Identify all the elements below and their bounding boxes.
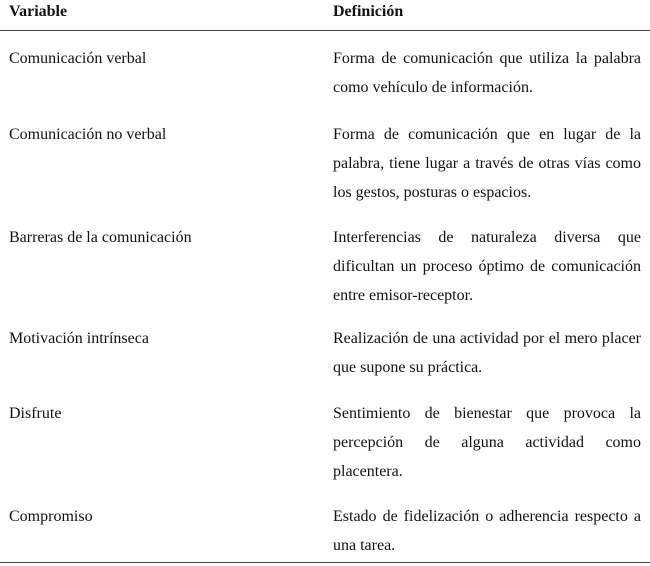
variable-cell: Comunicación verbal	[9, 50, 147, 67]
variable-cell: Compromiso	[9, 508, 93, 525]
header-variable: Variable	[9, 3, 68, 20]
variable-cell: Barreras de la comunicación	[9, 229, 192, 246]
definition-cell: Estado de fidelización o adherencia respecto a una tarea.	[333, 508, 641, 554]
definition-cell: Sentimiento de bienestar que provoca la percepción de alguna actividad como placentera.	[333, 405, 641, 480]
variable-cell: Motivación intrínseca	[9, 330, 149, 347]
definition-cell: Forma de comunicación que utiliza la palabra como vehículo de información.	[333, 50, 641, 96]
header-definition: Definición	[333, 3, 404, 20]
definition-cell: Interferencias de naturaleza diversa que dificultan un proceso óptimo de comunicación entre emisor-receptor.	[333, 229, 641, 304]
table-bottom-rule	[0, 562, 650, 563]
definition-cell: Realización de una actividad por el mero placer que supone su práctica.	[333, 330, 641, 376]
table-header	[0, 0, 650, 31]
variable-cell: Disfrute	[9, 405, 62, 422]
definition-cell: Forma de comunicación que en lugar de la palabra, tiene lugar a través de otras vías como los gestos, posturas o espacios.	[333, 126, 641, 201]
variable-cell: Comunicación no verbal	[9, 126, 167, 143]
